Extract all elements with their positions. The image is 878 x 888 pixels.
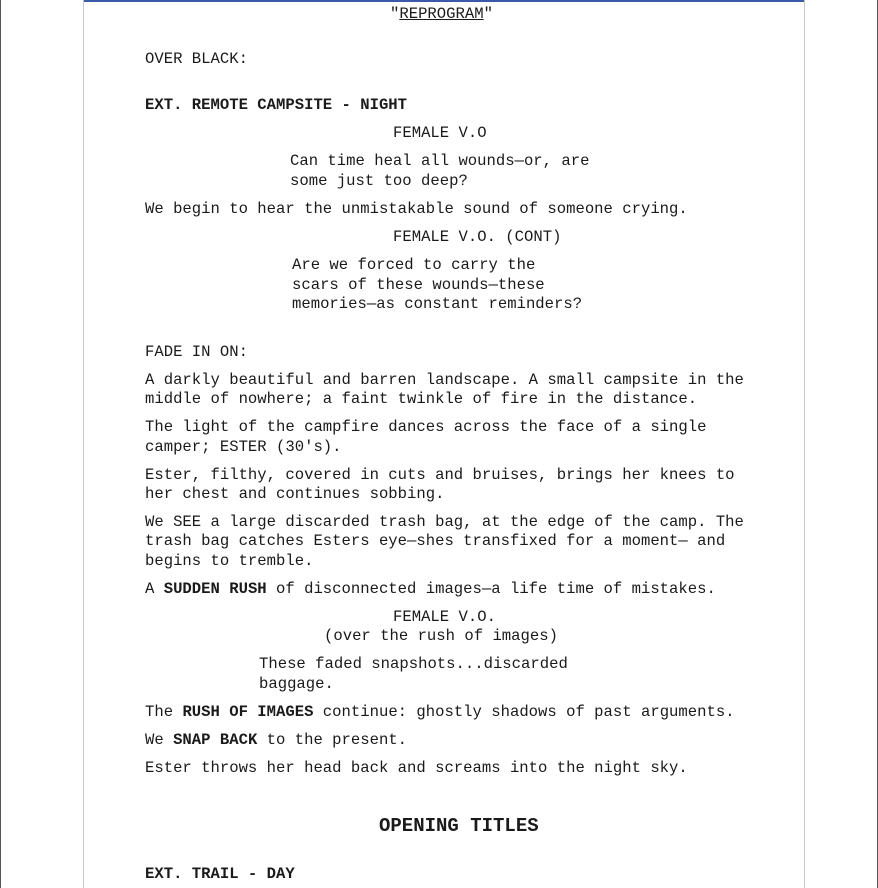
action-line: middle of nowhere; a faint twinkle of fire in the distance. <box>145 390 698 408</box>
action-line: We begin to hear the unmistakable sound of someone crying. <box>145 200 688 218</box>
action-line-sudden-rush: A SUDDEN RUSH of disconnected images—a life time of mistakes. <box>145 580 716 598</box>
action-line: trash bag catches Esters eye—shes transfixed for a moment— and <box>145 532 726 550</box>
dialogue-line: Can time heal all wounds—or, are <box>290 152 590 170</box>
action-line: The light of the campfire dances across the face of a single <box>145 418 707 436</box>
transition-over-black: OVER BLACK: <box>145 50 248 68</box>
action-line-snap-back: We SNAP BACK to the present. <box>145 731 408 749</box>
opening-titles: OPENING TITLES <box>379 815 539 837</box>
scene-heading-campsite: EXT. REMOTE CAMPSITE - NIGHT <box>145 96 408 114</box>
character-female-vo-cont: FEMALE V.O. (CONT) <box>393 228 562 246</box>
character-female-vo: FEMALE V.O <box>393 124 487 142</box>
action-line: We SEE a large discarded trash bag, at the edge of the camp. The <box>145 513 744 531</box>
dialogue-line: memories—as constant reminders? <box>292 295 583 313</box>
page-top-border <box>84 0 804 2</box>
action-line: begins to tremble. <box>145 552 314 570</box>
action-line: Ester, filthy, covered in cuts and bruises, brings her knees to <box>145 466 735 484</box>
scene-heading-trail: EXT. TRAIL - DAY <box>145 865 295 883</box>
action-line: Ester throws her head back and screams into the night sky. <box>145 759 688 777</box>
dialogue-line: Are we forced to carry the <box>292 256 536 274</box>
script-title: "REPROGRAM" <box>390 5 493 23</box>
action-line-rush-of-images: The RUSH OF IMAGES continue: ghostly shadows of past arguments. <box>145 703 735 721</box>
action-line: camper; ESTER (30's). <box>145 438 342 456</box>
action-line: her chest and continues sobbing. <box>145 485 445 503</box>
dialogue-line: baggage. <box>259 675 334 693</box>
dialogue-line: scars of these wounds—these <box>292 276 545 294</box>
dialogue-line: These faded snapshots...discarded <box>259 655 568 673</box>
window-edge-left <box>0 0 1 888</box>
parenthetical: (over the rush of images) <box>324 627 558 645</box>
screenplay-page <box>83 0 805 888</box>
action-line: A darkly beautiful and barren landscape. A small campsite in the <box>145 371 744 389</box>
character-female-vo: FEMALE V.O. <box>393 608 496 626</box>
transition-fade-in: FADE IN ON: <box>145 343 248 361</box>
dialogue-line: some just too deep? <box>290 172 468 190</box>
